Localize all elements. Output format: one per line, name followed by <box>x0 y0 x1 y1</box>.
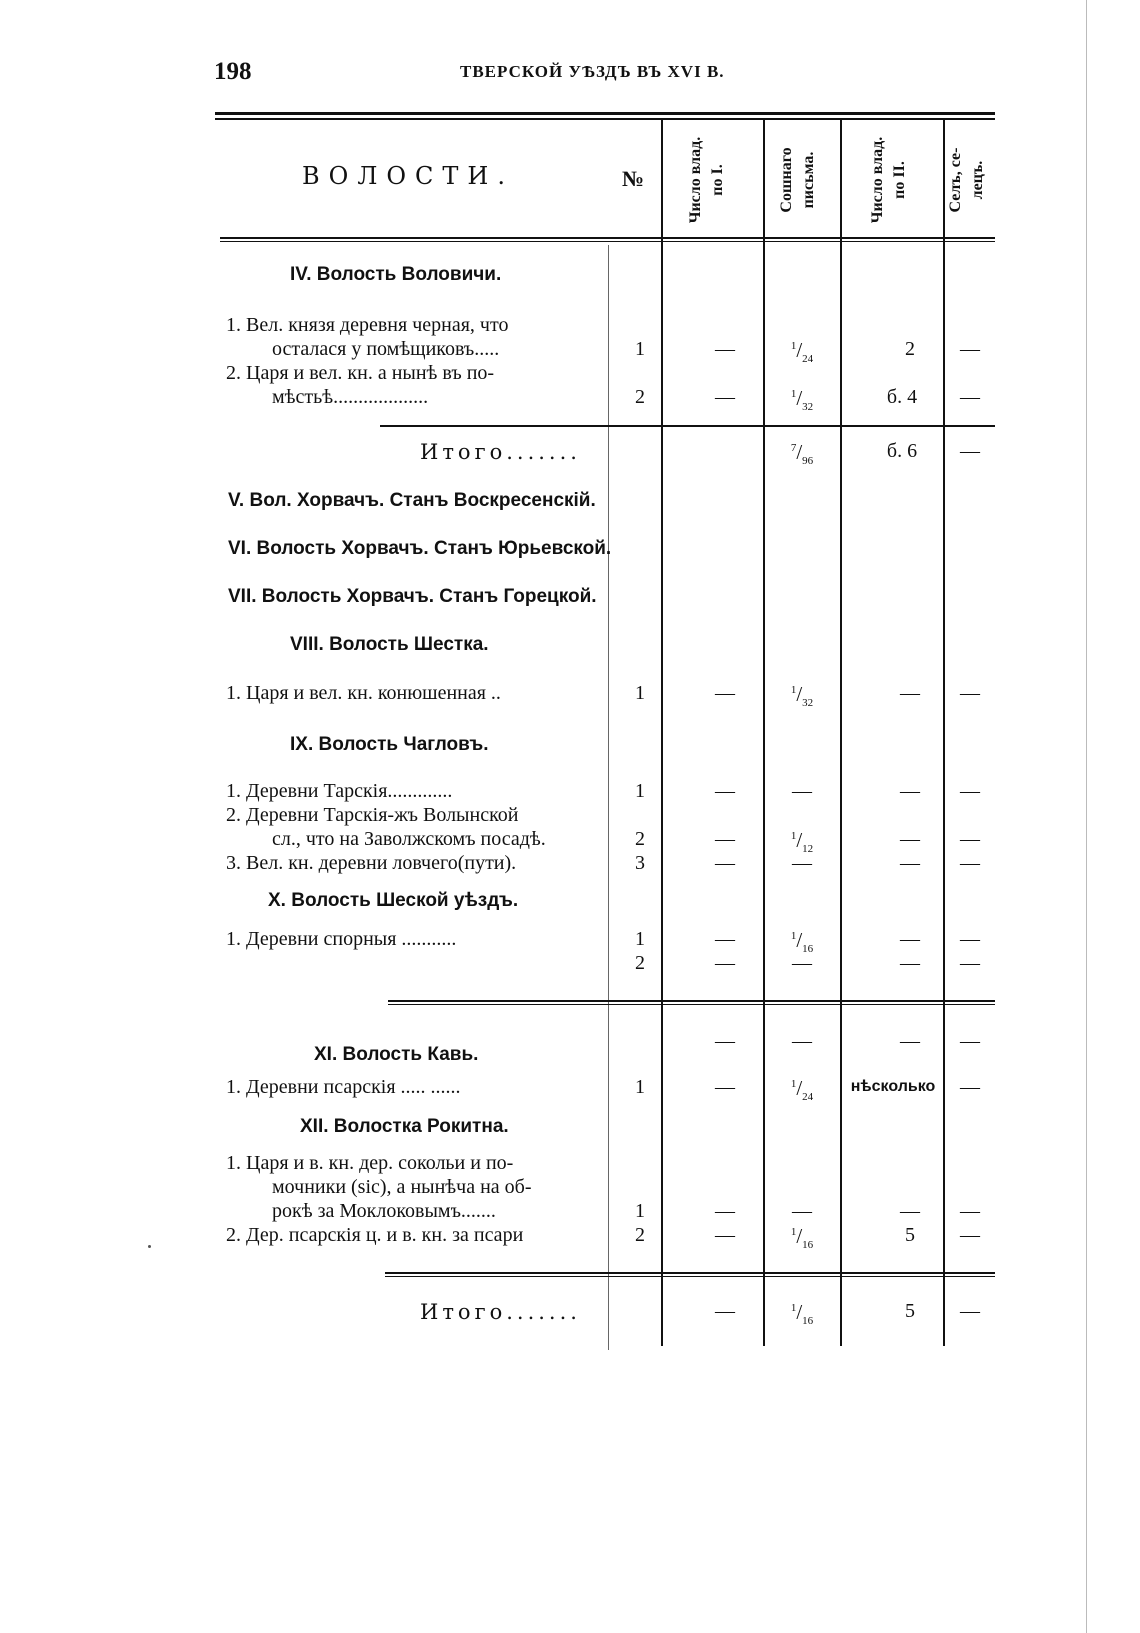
section-viii-heading: VIII. Волость Шестка. <box>290 634 489 655</box>
row-ix-2-line1: 2. Деревни Тарскія-жъ Волынской <box>226 804 519 826</box>
total-xii-rule <box>385 1272 995 1274</box>
top-rule-thick <box>215 112 995 115</box>
page-number: 198 <box>214 58 252 85</box>
row-x-1-col2: $^1/_{16}$ <box>790 928 814 956</box>
row-x-1-num: 1 <box>635 928 645 950</box>
col-line-1 <box>661 118 663 1346</box>
row-ix-1-num: 1 <box>635 780 645 802</box>
row-ix-3-col3: — <box>900 852 920 874</box>
row-xii-1-num: 1 <box>635 1200 645 1222</box>
row-iv-2-col3: б. 4 <box>886 386 918 408</box>
row-viii-1-col3: — <box>900 682 920 704</box>
section-x-rule <box>388 1000 995 1002</box>
row-xii-1-line1: 1. Царя и в. кн. дер. сокольи и по- <box>226 1152 514 1174</box>
section-vii-heading: VII. Волость Хорвачъ. Станъ Горецкой. <box>228 586 597 607</box>
row-x-2-col4: — <box>960 952 980 974</box>
row-ix-1-col4: — <box>960 780 980 802</box>
header-col3: Число влад. по II. <box>869 136 908 224</box>
row-ix-3-col2: — <box>792 852 812 874</box>
row-iv-1-col2: $^1/_{24}$ <box>790 338 814 366</box>
section-xi-heading: XI. Волость Кавь. <box>314 1044 479 1065</box>
row-iv-1-line1: 1. Вел. князя деревня черная, что <box>226 314 509 336</box>
section-ix-heading: IX. Волость Чагловъ. <box>290 734 489 755</box>
row-xii-2: 2. Дер. псарскія ц. и в. кн. за псари <box>226 1224 524 1246</box>
row-x-2-col1: — <box>715 952 735 974</box>
row-xii-1-col3: — <box>900 1200 920 1222</box>
row-ix-2-col4: — <box>960 828 980 850</box>
section-v-heading: V. Вол. Хорвачъ. Станъ Воскресенскій. <box>228 490 596 511</box>
row-viii-1-col4: — <box>960 682 980 704</box>
row-ix-1-col3: — <box>900 780 920 802</box>
total-iv-rule <box>380 425 995 427</box>
header-bottom-rule-2 <box>220 241 995 242</box>
row-ix-1-col2: — <box>792 780 812 802</box>
row-x-1-col4: — <box>960 928 980 950</box>
col-line-4 <box>943 118 945 1346</box>
row-x-1-col3: — <box>900 928 920 950</box>
header-col2: Сошнаго письма. <box>778 147 817 213</box>
row-iv-2-col4: — <box>960 386 980 408</box>
col-line-3 <box>840 118 842 1346</box>
row-iv-1-col3: 2 <box>905 338 915 360</box>
row-ix-2-col3: — <box>900 828 920 850</box>
col-line-num <box>608 245 609 1350</box>
row-iv-2-line2: мѣстьѣ................... <box>272 386 429 408</box>
row-xi-1-col2: $^1/_{24}$ <box>790 1076 814 1104</box>
row-iv-2-line1: 2. Царя и вел. кн. а нынѣ въ по- <box>226 362 495 384</box>
row-ix-3-col1: — <box>715 852 735 874</box>
row-x-1: 1. Деревни спорныя ........... <box>226 928 457 950</box>
row-xii-1-col2: — <box>792 1200 812 1222</box>
row-xi-1-num: 1 <box>635 1076 645 1098</box>
row-xi-1-col1: — <box>715 1076 735 1098</box>
row-iv-1-col4: — <box>960 338 980 360</box>
row-iv-2-col1: — <box>715 386 735 408</box>
row-iv-1-col1: — <box>715 338 735 360</box>
row-iv-2-col2: $^1/_{32}$ <box>790 386 814 414</box>
section-vi-heading: VI. Волость Хорвачъ. Станъ Юрьевской. <box>228 538 612 559</box>
section-xii-heading: XII. Волостка Рокитна. <box>300 1116 509 1137</box>
row-iv-1-line2: осталася у помѣщиковъ..... <box>272 338 500 360</box>
row-ix-1: 1. Деревни Тарскія............. <box>226 780 453 802</box>
total-iv-label: Итого....... <box>420 440 581 464</box>
row-viii-1: 1. Царя и вел. кн. конюшенная .. <box>226 682 501 704</box>
col-line-2 <box>763 118 765 1346</box>
row-xi-top-col1: — <box>715 1030 735 1052</box>
row-xii-2-col1: — <box>715 1224 735 1246</box>
row-ix-3: 3. Вел. кн. деревни ловчего(пути). <box>226 852 517 874</box>
row-ix-3-col4: — <box>960 852 980 874</box>
row-viii-1-num: 1 <box>635 682 645 704</box>
row-xi-1-col3: нѣсколько <box>850 1078 936 1095</box>
row-x-2-col3: — <box>900 952 920 974</box>
row-ix-3-num: 3 <box>635 852 645 874</box>
total-iv-col3: б. 6 <box>886 440 918 462</box>
row-xii-2-col3: 5 <box>905 1224 915 1246</box>
header-num: № <box>622 166 645 191</box>
row-x-1-col1: — <box>715 928 735 950</box>
row-ix-1-col1: — <box>715 780 735 802</box>
total-xii-col1: — <box>715 1300 735 1322</box>
row-xii-2-col2: $^1/_{16}$ <box>790 1224 814 1252</box>
header-col1: Число влад. по I. <box>687 136 726 224</box>
section-x-heading: X. Волость Шеской уѣздъ. <box>268 890 519 911</box>
row-x-2-col2: — <box>792 952 812 974</box>
header-volosti: ВОЛОСТИ. <box>302 162 514 190</box>
section-iv-heading: IV. Волость Воловичи. <box>290 264 502 285</box>
row-xi-1: 1. Деревни псарскія ..... ...... <box>226 1076 461 1098</box>
total-xii-col4: — <box>960 1300 980 1322</box>
section-x-rule-2 <box>388 1004 995 1005</box>
row-xi-top-col2: — <box>792 1030 812 1052</box>
row-x-2-num: 2 <box>635 952 645 974</box>
total-xii-rule-2 <box>385 1276 995 1277</box>
row-viii-1-col1: — <box>715 682 735 704</box>
row-iv-1-num: 1 <box>635 338 645 360</box>
row-xi-top-col4: — <box>960 1030 980 1052</box>
row-ix-2-line2: сл., что на Заволжскомъ посадѣ. <box>272 828 546 850</box>
row-ix-2-num: 2 <box>635 828 645 850</box>
row-ix-2-col2: $^1/_{12}$ <box>790 828 814 856</box>
scan-speck <box>148 1245 151 1248</box>
page-edge-line <box>1086 0 1087 1633</box>
row-xii-2-col4: — <box>960 1224 980 1246</box>
total-xii-label: Итого....... <box>420 1300 581 1324</box>
row-xi-top-col3: — <box>900 1030 920 1052</box>
row-iv-2-num: 2 <box>635 386 645 408</box>
running-title: ТВЕРСКОЙ УѢЗДЪ ВЪ XVI В. <box>460 62 725 81</box>
total-xii-col2: $^1/_{16}$ <box>790 1300 814 1328</box>
row-xii-1-col1: — <box>715 1200 735 1222</box>
row-xii-2-num: 2 <box>635 1224 645 1246</box>
row-xii-1-line2: мочники (sic), а нынѣча на об- <box>272 1176 532 1198</box>
row-xi-1-col4: — <box>960 1076 980 1098</box>
row-ix-2-col1: — <box>715 828 735 850</box>
total-iv-col4: — <box>960 440 980 462</box>
row-xii-1-line3: рокѣ за Моклоковымъ....... <box>272 1200 496 1222</box>
row-xii-1-col4: — <box>960 1200 980 1222</box>
total-iv-col2: $^7/_{96}$ <box>790 440 814 468</box>
row-viii-1-col2: $^1/_{32}$ <box>790 682 814 710</box>
header-col4: Селъ, се- лецъ. <box>947 147 986 213</box>
total-xii-col3: 5 <box>905 1300 915 1322</box>
